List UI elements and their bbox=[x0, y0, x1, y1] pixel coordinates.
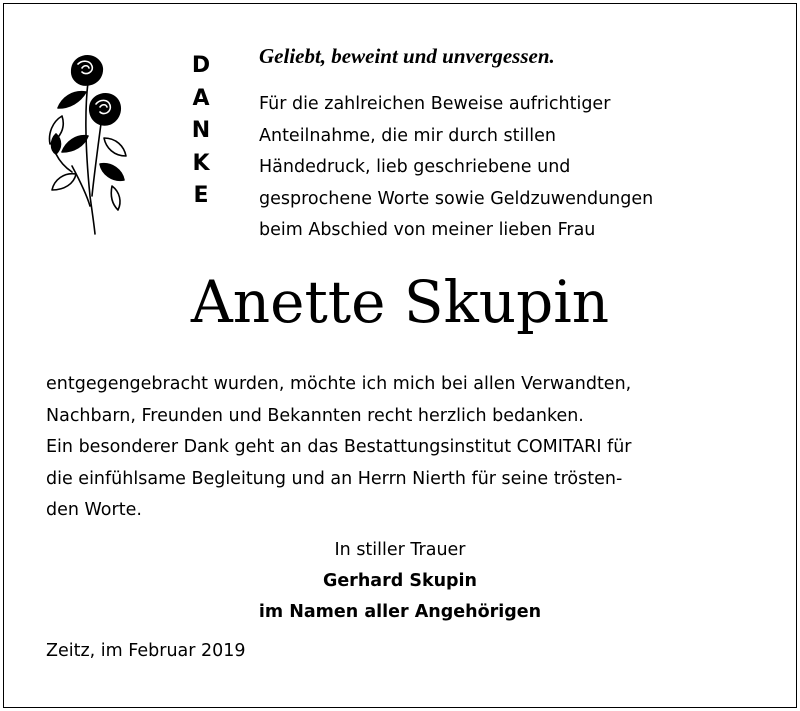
body-paragraph bbox=[46, 369, 786, 527]
danke-letter: K bbox=[192, 150, 210, 176]
body-line: entgegengebracht wurden, möchte ich mich bei allen Verwandten, bbox=[46, 374, 632, 394]
body-line: Nachbarn, Freunden und Bekannten recht herzlich bedanken. bbox=[46, 405, 584, 426]
body-line: Ein besonderer Dank geht an das Bestattungsinstitut COMITARI für bbox=[46, 437, 632, 457]
place-and-date: Zeitz, im Februar 2019 bbox=[46, 641, 246, 661]
intro-line: beim Abschied von meiner lieben Frau bbox=[259, 220, 596, 240]
deceased-name: Anette Skupin bbox=[190, 268, 610, 336]
rose-icon bbox=[32, 46, 132, 238]
intro-line: gesprochene Worte sowie Geldzuwendungen bbox=[259, 188, 654, 209]
intro-line: Für die zahlreichen Beweise aufrichtiger bbox=[259, 94, 611, 114]
signature-block bbox=[0, 535, 800, 628]
headline: Geliebt, beweint und unvergessen. bbox=[259, 44, 555, 68]
signature-name: Gerhard Skupin bbox=[322, 571, 478, 591]
danke-letter: D bbox=[191, 53, 211, 78]
signature-mourning-line: In stiller Trauer bbox=[334, 540, 466, 560]
body-line: den Worte. bbox=[46, 500, 142, 520]
danke-vertical-word bbox=[186, 50, 216, 213]
signature-relatives-line: im Namen aller Angehörigen bbox=[258, 602, 542, 622]
intro-line: Händedruck, lieb geschriebene und bbox=[259, 157, 571, 177]
body-line: die einfühlsame Begleitung und an Herrn Nierth für seine trösten- bbox=[46, 468, 623, 489]
danke-letter: E bbox=[193, 183, 209, 208]
intro-line: Anteilnahme, die mir durch stillen bbox=[259, 125, 556, 146]
intro-paragraph bbox=[259, 89, 784, 247]
danke-letter: N bbox=[191, 118, 211, 143]
danke-letter: A bbox=[192, 85, 210, 111]
